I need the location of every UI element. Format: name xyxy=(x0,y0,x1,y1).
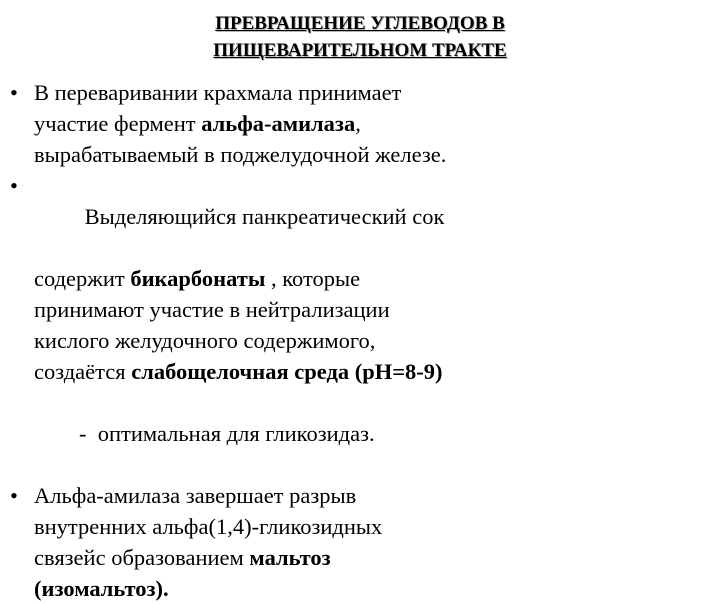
text-line xyxy=(34,108,706,139)
bold-term-maltose: мальтоз xyxy=(249,545,331,570)
text-run: вырабатываемый в поджелудочной железе. xyxy=(34,142,447,167)
bullet-dot-icon: • xyxy=(10,483,18,508)
text-line xyxy=(34,325,706,356)
bold-term-isomaltose: (изомальтоз). xyxy=(34,576,169,601)
text-line xyxy=(34,542,706,573)
text-run: создаётся xyxy=(34,359,132,384)
text-run: кислого желудочного содержимого, xyxy=(34,328,376,353)
text-run: Выделяющийся панкреатический сок xyxy=(79,204,445,229)
bullet-dot-icon: • xyxy=(10,173,18,198)
text-line xyxy=(34,511,706,542)
bullet-item-2 xyxy=(6,170,706,480)
text-line xyxy=(34,573,706,604)
bullet-item-3 xyxy=(6,480,706,604)
bold-term-alkaline-medium: слабощелочная среда (рН=8-9) xyxy=(131,359,443,384)
text-run: - оптимальная для гликозидаз. xyxy=(79,421,375,446)
text-run: Альфа-амилаза завершает разрыв xyxy=(34,483,357,508)
bullet-item-1 xyxy=(6,77,706,170)
text-run: , xyxy=(355,111,361,136)
bold-term-alpha-amylase: альфа-амилаза xyxy=(201,111,356,136)
text-run: внутренних альфа(1,4)-гликозидных xyxy=(34,514,383,539)
text-line xyxy=(34,356,706,387)
text-run: , которые xyxy=(265,266,361,291)
text-line xyxy=(34,294,706,325)
text-line xyxy=(34,139,706,170)
text-run: участие фермент xyxy=(34,111,202,136)
title-line-2: ПИЩЕВАРИТЕЛЬНОМ ТРАКТЕ xyxy=(213,40,507,61)
bullet-list xyxy=(6,77,706,604)
bullet-dot-icon: • xyxy=(10,80,18,105)
bold-term-bicarbonates: бикарбонаты xyxy=(130,266,266,291)
text-line xyxy=(34,77,706,108)
text-run: связейс образованием xyxy=(34,545,250,570)
text-line xyxy=(34,170,706,263)
text-run: содержит xyxy=(34,266,131,291)
text-line xyxy=(34,480,706,511)
text-line xyxy=(34,387,706,480)
title-line-1: ПРЕВРАЩЕНИЕ УГЛЕВОДОВ В xyxy=(215,13,505,34)
slide-title xyxy=(120,10,600,64)
text-run: принимают участие в нейтрализации xyxy=(34,297,390,322)
text-run: В переваривании крахмала принимает xyxy=(34,80,402,105)
text-line xyxy=(34,263,706,294)
